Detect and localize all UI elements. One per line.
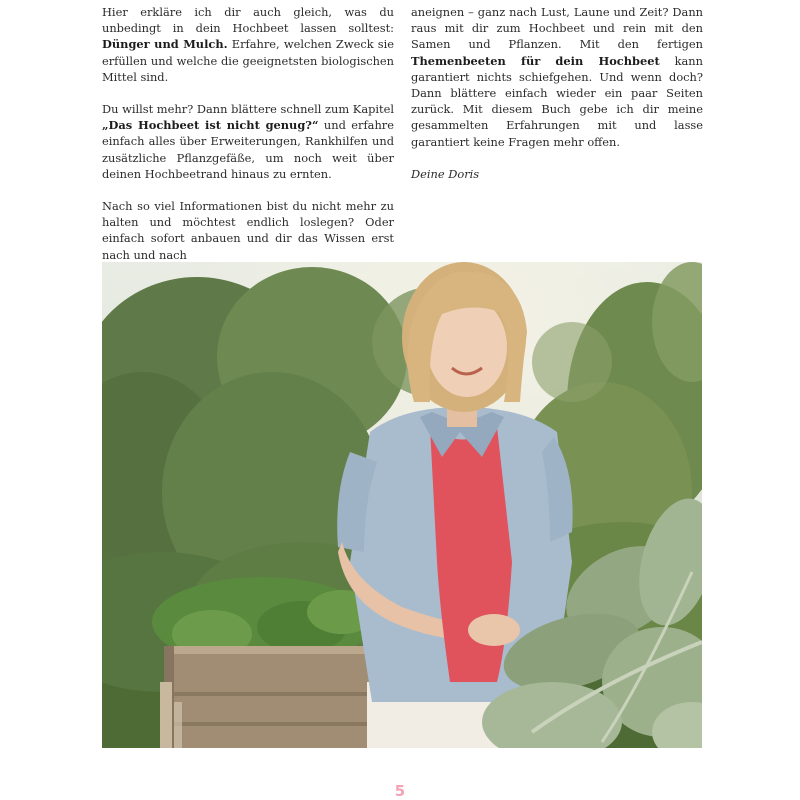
highlight-kapitel-title: „Das Hochbeet ist nicht genug?“ [102, 118, 319, 133]
paragraph-loslegen: Nach so viel Informationen bist du nicht mehr zu halten und möchtest endlich loslegen? Oder einfach sofort anbauen und dir das Wissen erst nach und nach [102, 199, 394, 262]
paragraph-duenger-mulch: Hier erkläre ich dir auch gleich, was du unbedingt in dein Hochbeet lassen solltest: Dünger und Mulch. Erfahre, welchen Zweck sie erfüllen und welche die geeignetsten biologischen Mittel sind. [102, 5, 394, 84]
text-column-right [411, 4, 703, 198]
garden-photo [102, 262, 702, 748]
highlight-themenbeete: Themenbeeten für dein Hochbeet [411, 53, 660, 68]
raised-bed [152, 577, 377, 748]
paragraph-themenbeete: aneignen – ganz nach Lust, Laune und Zeit? Dann raus mit dir zum Hochbeet und rein mit den Samen und Pflanzen. Mit den fertigen Themenbeeten für dein Hochbeet kann garantiert nichts schiefgehen. Und wenn doch? Dann blättere einfach wieder ein paar Seiten zurück. Mit diesem Buch gebe ich dir meine gesammelten Erfahrungen mit und lasse garantiert keine Fragen mehr offen. [411, 5, 703, 149]
garden-photo-illustration [102, 262, 702, 748]
paragraph-hochbeet-kapitel: Du willst mehr? Dann blättere schnell zum Kapitel „Das Hochbeet ist nicht genug?“ und erfahre einfach alles über Erweiterungen, Rankhilfen und zusätzliche Pflanzgefäße, um noch weit über deinen Hochbeetrand hinaus zu ernten. [102, 102, 395, 181]
highlight-duenger-mulch: Dünger und Mulch. [102, 37, 228, 52]
page-number: 5 [394, 782, 406, 800]
text-column-left [102, 4, 394, 279]
signature: Deine Doris [411, 166, 480, 181]
